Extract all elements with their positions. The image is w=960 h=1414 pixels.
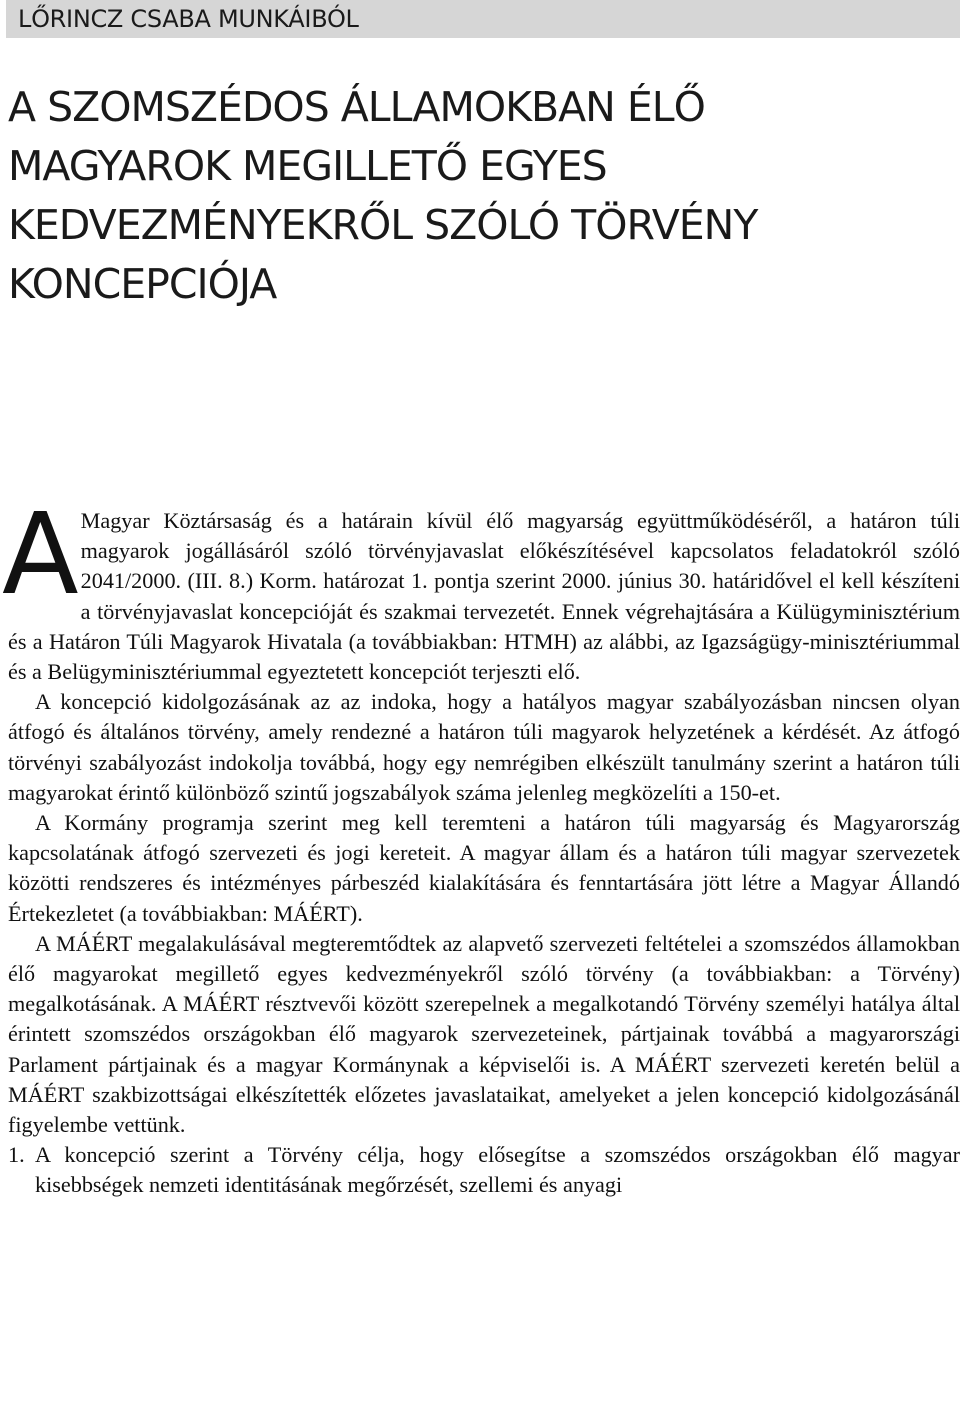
paragraph-intro: [2, 490, 960, 687]
list-item: [8, 1140, 960, 1200]
title-line: KONCEPCIÓJA: [8, 260, 277, 308]
list-text: A koncepció szerint a Törvény célja, hogy elősegítse a szomszédos országokban élő magyar kisebbségek nemzeti identitásának megőrzését, szellemi és anyagi: [35, 1142, 960, 1198]
title-line: MAGYAROK MEGILLETŐ EGYES: [8, 142, 607, 190]
title-line: A SZOMSZÉDOS ÁLLAMOKBAN ÉLŐ: [8, 83, 705, 131]
running-header: [6, 0, 960, 38]
list-number: 1.: [8, 1142, 25, 1168]
paragraph-intro-text: Magyar Köztársaság és a határain kívül élő magyarság együttműködéséről, a határon túli magyarok jogállásáról szóló törvényjavaslat előkészítésével kapcsolatos feladatokról szóló 2041/2000. (III. 8.) Korm. határozat 1. pontja szerint 2000. június 30. határidővel el kell készíteni a törvényjavaslat koncepcióját és szakmai tervezetét. Ennek végrehajtására a Külügyminisztérium és a Határon Túli Magyarok Hivatala (a továbbiakban: HTMH) az alábbi, az Igazságügy-minisztériummal és a Belügyminisztériummal egyeztetett koncepciót terjeszti elő.: [8, 508, 960, 685]
title-line: KEDVEZMÉNYEKRŐL SZÓLÓ TÖRVÉNY: [8, 201, 758, 249]
paragraph: A Kormány programja szerint meg kell teremteni a határon túli magyarság és Magyarország kapcsolatának átfogó szervezeti és jogi kereteit. A magyar állam és a határon túli magyar szervezetek közötti rendszeres és intézményes párbeszéd kialakítására és fenntartására jött létre a Magyar Állandó Értekezletet (a továbbiakban: MÁÉRT).: [8, 810, 960, 926]
paragraph: A MÁÉRT megalakulásával megteremtődtek az alapvető szervezeti feltételei a szomszédos államokban élő magyarokat megillető egyes kedvezményekről szóló törvény (a továbbiakban: a Törvény) megalkotásának. A MÁÉRT résztvevői között szerepelnek a megalkotandó Törvény személyi hatálya által érintett szomszédos országokban élő magyarok szervezeteinek, pártjainak továbbá a magyarországi Parlament pártjainak és a magyar Kormánynak a képviselői is. A MÁÉRT szervezeti keretén belül a MÁÉRT szakbizottságai elkészítették előzetes javaslataikat, amelyeket a jelen koncepció kidolgozásánál figyelembe vettünk.: [8, 930, 960, 1138]
article-title: [8, 78, 948, 314]
drop-cap: A: [2, 490, 75, 620]
article-body: [2, 490, 960, 1201]
paragraph: A koncepció kidolgozásának az az indoka, hogy a hatályos magyar szabályozásban nincsen olyan átfogó és általános törvény, amely rendezné a határon túli magyarok helyzetének a kérdését. Az átfogó törvényi szabályozást indokolja továbbá, hogy egy nemrégiben elkészült tanulmány szerint a határon túli magyarokat érintő különböző szintű jogszabályok száma jelenleg megközelíti a 150-et.: [8, 689, 960, 805]
running-title: LŐRINCZ CSABA MUNKÁIBÓL: [18, 5, 359, 33]
